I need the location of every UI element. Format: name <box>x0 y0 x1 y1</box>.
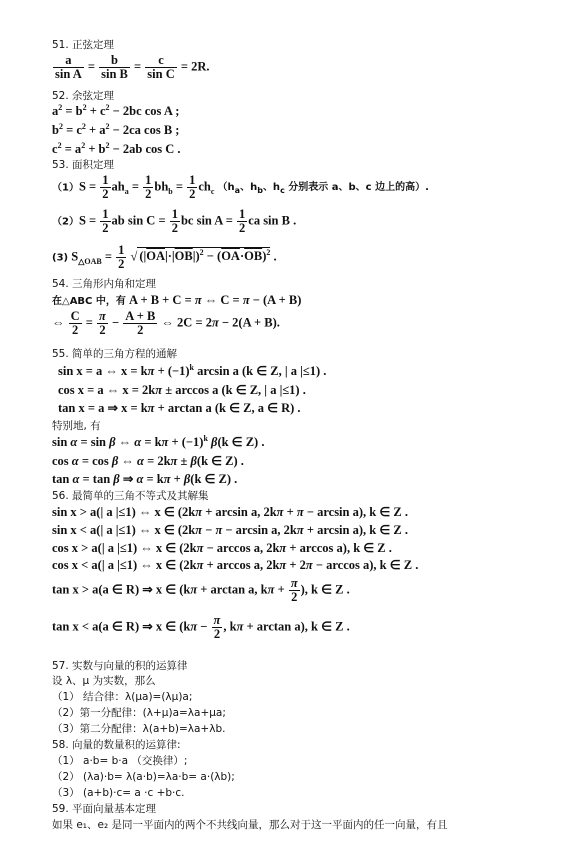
s58-rule-3: （3） (a+b)·c= a ·c +b·c. <box>52 787 185 799</box>
section-53-title: 53. 面积定理 <box>52 159 115 171</box>
section-51-title: 51. 正弦定理 <box>52 39 115 51</box>
s57-rule-3: （3）第二分配律：λ(a+b)=λa+λb. <box>52 723 226 735</box>
area-formula-3: (3) $S_{\triangle OAB}$ = $\frac{1}{2}$ √ $(|\overline{OA}|\cdot|\overline{OB}|)^2 - (\overline{OA}\cdot\overline{OB})^2$ . <box>52 243 277 271</box>
ineq-cos-lt: cos x < a(| a |≤1) ⇔ x ∈ (2kπ + arccos a, 2kπ + 2π − arccos a), k ∈ Z . <box>52 558 419 572</box>
s57-rule-1: （1） 结合律：λ(μa)=(λμ)a; <box>52 691 193 703</box>
cosine-law-b: $b^2 = c^2 + a^2 - 2ca$ cos B ; <box>52 122 180 138</box>
sin-equal: sin α = sin β ⇔ $\alpha = k\pi + (-1)^k$ β(k ∈ Z) . <box>52 434 265 450</box>
s58-rule-2: （2） (λa)·b= λ(a·b)=λa·b= a·(λb); <box>52 771 235 783</box>
s57-intro: 设 λ、μ 为实数，那么 <box>52 675 156 687</box>
tan-equal: tan α = tan β ⇒ α = kπ + β(k ∈ Z) . <box>52 472 238 486</box>
section-57-title: 57. 实数与向量的积的运算律 <box>52 660 188 672</box>
s58-rule-1: （1） a·b= b·a （交换律）; <box>52 755 188 767</box>
section-58-title: 58. 向量的数量积的运算律: <box>52 739 181 751</box>
section-54-title: 54. 三角形内角和定理 <box>52 278 157 290</box>
ineq-sin-lt: sin x < a(| a |≤1) ⇔ x ∈ (2kπ − π − arcsin a, 2kπ + arcsin a), k ∈ Z . <box>52 523 408 537</box>
sin-equation: sin x = a ⇔ $x = k\pi + (-1)^k$ arcsin a (k ∈ Z, | a |≤1) . <box>58 363 327 379</box>
cos-equal: cos α = cos β ⇔ α = 2kπ ± β(k ∈ Z) . <box>52 454 244 468</box>
angle-sum-line2: ⇔ $\frac{C}{2}$ = $\frac{\pi}{2}$ − $\frac{A + B}{2}$ ⇔ 2C = 2π − 2(A + B). <box>52 309 280 337</box>
ineq-tan-gt: tan x > a(a ∈ R) ⇒ x ∈ (kπ + arctan a, kπ + $\frac{\pi}{2}$ ), k ∈ Z . <box>52 576 350 604</box>
cosine-law-c: $c^2 = a^2 + b^2 - 2ab$ cos C . <box>52 141 181 157</box>
section-55-title: 55. 简单的三角方程的通解 <box>52 348 178 360</box>
area-formula-2: （2）S = $\frac{1}{2}$ ab sin C = $\frac{1}{2}$ bc sin A = $\frac{1}{2}$ ca sin B . <box>52 207 297 235</box>
section-52-title: 52. 余弦定理 <box>52 90 115 102</box>
s57-rule-2: （2）第一分配律：(λ+μ)a=λa+μa; <box>52 707 226 719</box>
area-formula-1: （1）S = $\frac{1}{2}$ $ah_a$ = $\frac{1}{2}$ $bh_b$ = $\frac{1}{2}$ $ch_c$ （$h_a$、$h_b$、$h_c$ 分别表示 a、b、c 边上的高）. <box>52 173 429 201</box>
cosine-law-a: $a^2 = b^2 + c^2 - 2bc$ cos A ; <box>52 103 180 119</box>
tan-equation: tan x = a ⇒ x = kπ + arctan a (k ∈ Z, a ∈ R) . <box>58 401 301 415</box>
special-note: 特别地, 有 <box>52 420 101 432</box>
section-59-title: 59. 平面向量基本定理 <box>52 803 157 815</box>
angle-sum-line1: 在△ABC 中，有 A + B + C = π ⇔ C = π − (A + B) <box>52 293 302 307</box>
ineq-tan-lt: tan x < a(a ∈ R) ⇒ x ∈ (kπ − $\frac{\pi}{2}$ , kπ + arctan a), k ∈ Z . <box>52 613 350 641</box>
cos-equation: cos x = a ⇔ x = 2kπ ± arccos a (k ∈ Z, | a |≤1) . <box>58 383 306 397</box>
ineq-sin-gt: sin x > a(| a |≤1) ⇔ x ∈ (2kπ + arcsin a, 2kπ + π − arcsin a), k ∈ Z . <box>52 505 408 519</box>
ineq-cos-gt: cos x > a(| a |≤1) ⇔ x ∈ (2kπ − arccos a, 2kπ + arccos a), k ∈ Z . <box>52 541 392 555</box>
section-56-title: 56. 最简单的三角不等式及其解集 <box>52 490 209 502</box>
s59-text: 如果 e₁、e₂ 是同一平面内的两个不共线向量，那么对于这一平面内的任一向量，有且 <box>52 819 448 831</box>
sine-law-formula: $\frac{a}{\text{sin A}}$ = $\frac{b}{\text{sin B}}$ = $\frac{c}{\text{sin C}}$ = 2R. <box>55 53 210 81</box>
